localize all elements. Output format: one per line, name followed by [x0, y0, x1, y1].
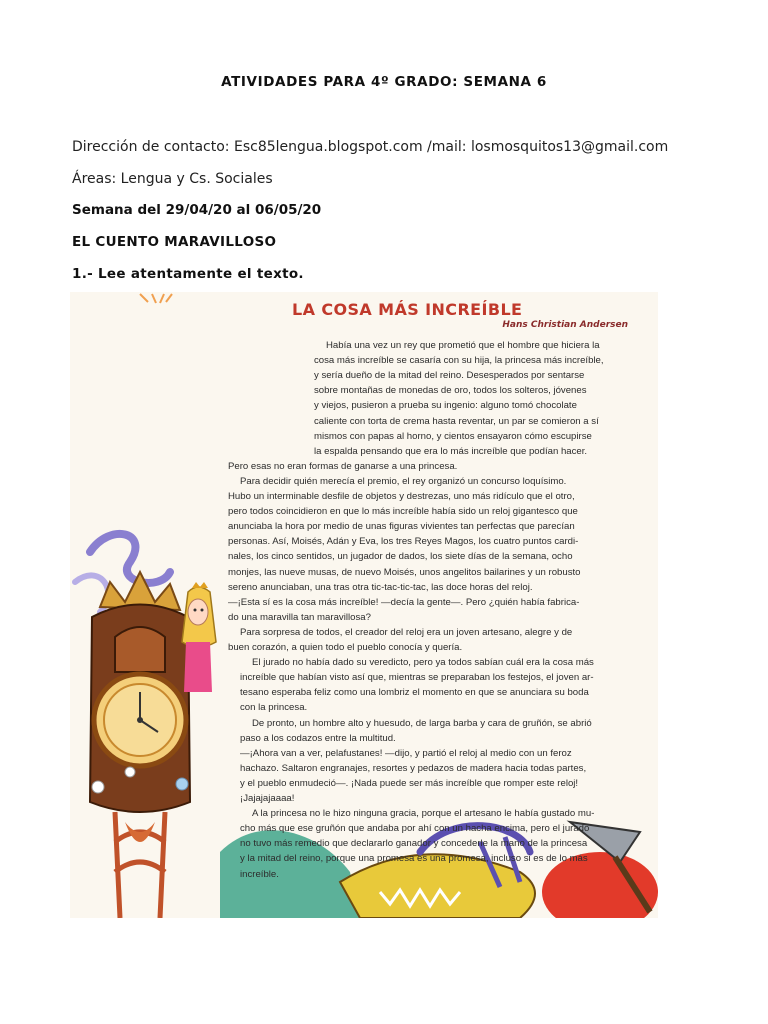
story-line: El jurado no había dado su veredicto, pero ya todos sabían cuál era la cosa más: [252, 657, 594, 669]
story-line: y sería dueño de la mitad del reino. Desesperados por sentarse: [314, 370, 585, 382]
story-line: increíble que habían visto así que, mientras se preparaban los festejos, el joven ar-: [240, 672, 594, 684]
story-line: ¡Jajajajaaaa!: [240, 793, 295, 804]
story-line: buen corazón, a quien todo el pueblo conocía y quería.: [228, 642, 463, 653]
story-line: la espalda pensando que era lo más increíble que podían hacer.: [314, 445, 588, 457]
story-line: De pronto, un hombre alto y huesudo, de larga barba y cara de gruñón, se abrió: [252, 717, 592, 729]
story-line: cosa más increíble se casaría con su hija, la princesa más increíble,: [314, 355, 604, 367]
areas-line: Áreas: Lengua y Cs. Sociales: [72, 171, 273, 187]
story-line: cho más que ese gruñón que andaba por ahí con un hacha encima, pero el jurado: [240, 823, 590, 835]
story-line: con la princesa.: [240, 702, 308, 714]
page-title: ATIVIDADES PARA 4º GRADO: SEMANA 6: [221, 74, 547, 90]
instruction: 1.- Lee atentamente el texto.: [72, 266, 304, 282]
story-line: —¡Ahora van a ver, pelafustanes! —dijo, y partió el reloj al medio con un feroz: [240, 747, 572, 759]
story-line: Pero esas no eran formas de ganarse a una princesa.: [228, 460, 458, 472]
story-line: Había una vez un rey que prometió que el hombre que hiciera la: [326, 340, 600, 351]
story-line: y viejos, pusieron a prueba su ingenio: alguno tomó chocolate: [314, 400, 577, 412]
story-line: sereno anunciaban, una tras otra tic-tac-tic-tac, las doce horas del reloj.: [228, 581, 533, 593]
story-page-image: [70, 292, 658, 918]
story-line: Para decidir quién merecía el premio, el rey organizó un concurso loquísimo.: [240, 475, 567, 487]
contact-line: Dirección de contacto: Esc85lengua.blogspot.com /mail: losmosquitos13@gmail.com: [72, 139, 669, 155]
story-line: personas. Así, Moisés, Adán y Eva, los tres Reyes Magos, los cuatro puntos cardi-: [228, 536, 579, 548]
story-author: Hans Christian Andersen: [502, 320, 628, 330]
story-line: —¡Esta sí es la cosa más increíble! —decía la gente—. Pero ¿quién había fabrica-: [228, 596, 580, 608]
story-line: nales, los cinco sentidos, un jugador de dados, los siete días de la semana, ocho: [228, 551, 573, 563]
story-line: tesano esperaba feliz como una lombriz el momento en que se anunciara su boda: [240, 687, 589, 699]
story-line: mismos con papas al horno, y cientos ensayaron cómo escupirse: [314, 430, 592, 442]
story-line: caliente con torta de crema hasta reventar, un par se comieron a sí: [314, 415, 599, 427]
story-line: pero todos coincidieron en que lo más increíble había sido un reloj gigantesco que: [228, 506, 578, 518]
section-heading: EL CUENTO MARAVILLOSO: [72, 234, 277, 250]
story-line: do una maravilla tan maravillosa?: [228, 611, 371, 623]
story-line: Hubo un interminable desfile de objetos y destrezas, uno más ridículo que el otro,: [228, 491, 575, 502]
week-line: Semana del 29/04/20 al 06/05/20: [72, 202, 322, 218]
story-line: sobre montañas de monedas de oro, todos los solteros, jóvenes: [314, 385, 587, 397]
story-line: Para sorpresa de todos, el creador del reloj era un joven artesano, alegre y de: [240, 626, 573, 638]
story-line: anunciaba la hora por medio de unas figuras vivientes tan perfectas que parecían: [228, 521, 575, 533]
story-line: increíble.: [240, 868, 279, 880]
story-line: y la mitad del reino, porque una promesa es una promesa, incluso si es de lo más: [240, 853, 588, 865]
story-line: no tuvo más remedio que declararlo ganador y concederle la mano de la princesa: [240, 838, 588, 850]
story-title: LA COSA MÁS INCREÍBLE: [292, 300, 523, 319]
story-line: paso a los codazos entre la multitud.: [240, 732, 396, 744]
story-text: [70, 292, 658, 918]
story-line: monjes, las nueve musas, de nuevo Moisés, unos angelitos bailarines y un robusto: [228, 566, 581, 578]
story-line: y el pueblo enmudeció—. ¡Nada puede ser más increíble que romper este reloj!: [240, 777, 579, 789]
story-line: A la princesa no le hizo ninguna gracia, porque el artesano le había gustado mu-: [252, 808, 595, 820]
story-line: hachazo. Saltaron engranajes, resortes y pedazos de madera hacia todas partes,: [240, 762, 587, 774]
